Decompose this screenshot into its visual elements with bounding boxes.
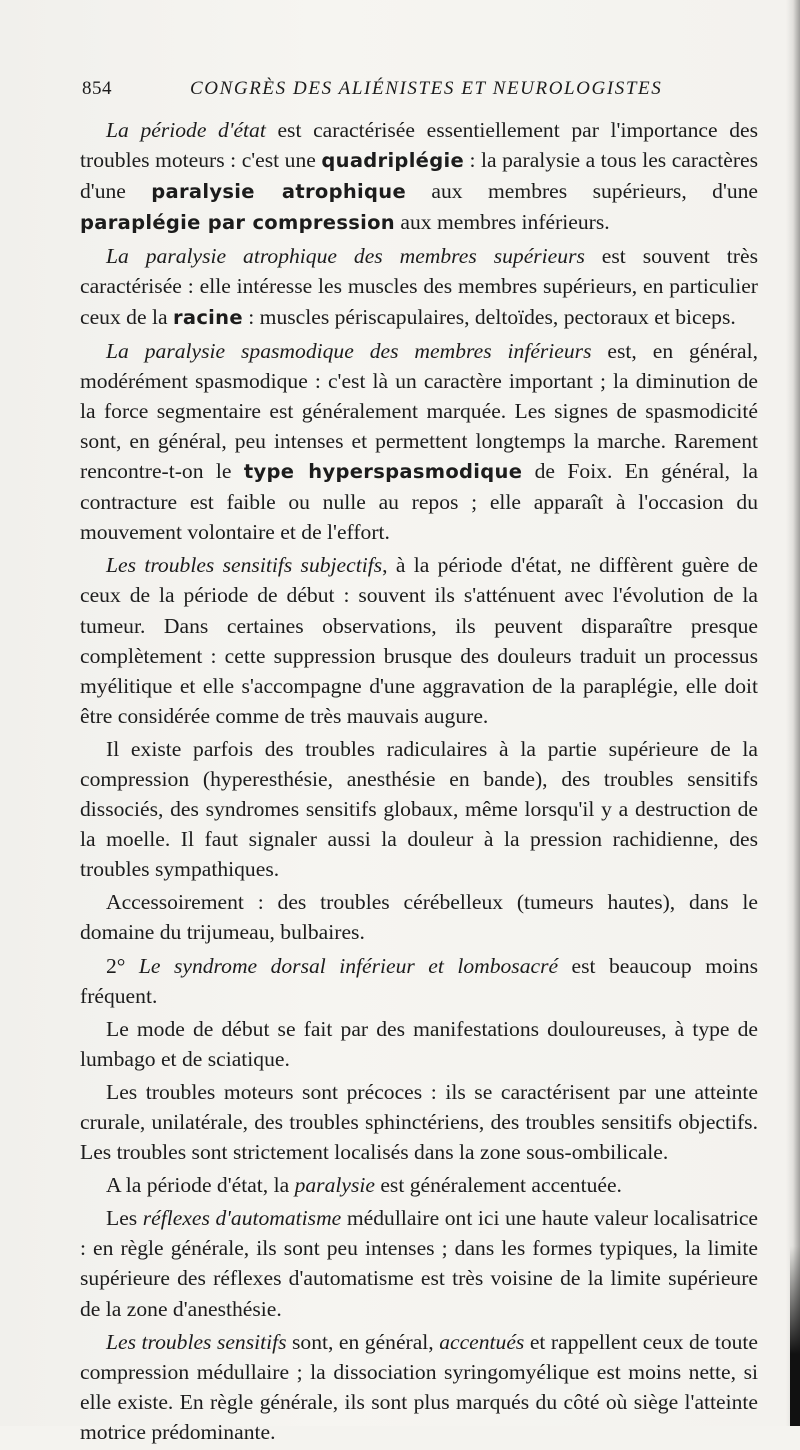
paragraph: [80, 1203, 758, 1323]
italic-run: Les troubles sensitifs subjectifs: [106, 553, 383, 578]
text-run: Les troubles moteurs sont précoces : ils se caractérisent par une atteinte crurale, unilatérale, des troubles sphinctériens, des troubles sensitifs objectifs. Les troubles sont strictement localisés dans la zone sous-ombilicale.: [80, 1079, 758, 1165]
paragraph: [80, 336, 758, 548]
bold-run: racine: [172, 305, 243, 329]
text-run: aux membres supérieurs, d'une: [406, 179, 759, 204]
text-run: est caractérisée essentiellement par l'importance des troubles moteurs : c'est une: [80, 118, 758, 173]
paragraph: [80, 550, 758, 731]
text-run: de Foix. En général, la contracture est faible ou nulle au repos ; elle apparaît à l'occasion du mouvement volontaire et de l'effort.: [80, 459, 758, 545]
page-number: 854: [82, 78, 112, 99]
italic-run: La paralysie spasmodique des membres inférieurs: [106, 338, 592, 363]
italic-run: Le syndrome dorsal inférieur et lombosacré: [138, 953, 559, 978]
paragraph: [80, 1327, 758, 1447]
body-text: [80, 115, 758, 1450]
paragraph: [80, 1170, 758, 1200]
italic-run: réflexes d'automatisme: [142, 1206, 342, 1231]
text-run: A la période d'état, la: [106, 1173, 295, 1198]
bold-run: paraplégie par compression: [80, 211, 395, 235]
italic-run: La paralysie atrophique des membres supérieurs: [106, 244, 585, 269]
text-run: médullaire ont ici une haute valeur localisatrice : en règle générale, ils sont peu intenses ; dans les formes typiques, la limite supérieure des réflexes d'automatisme est très voisine de la limite supérieure de la zone d'anesthésie.: [80, 1206, 758, 1321]
text-run: aux membres inférieurs.: [395, 210, 610, 235]
italic-run: paralysie: [294, 1173, 375, 1198]
paragraph: [80, 1077, 758, 1167]
paragraph: [80, 951, 758, 1011]
running-title: CONGRÈS DES ALIÉNISTES ET NEUROLOGISTES: [190, 78, 663, 99]
bold-run: quadriplégie: [321, 149, 464, 173]
text-run: 2°: [106, 953, 139, 978]
text-run: : muscles périscapulaires, deltoïdes, pectoraux et biceps.: [242, 304, 736, 329]
bold-run: paralysie atrophique: [151, 180, 406, 204]
text-run: est souvent très caractérisée : elle intéresse les muscles des membres supérieurs, en particulier ceux de la: [80, 244, 758, 329]
paragraph: [80, 1014, 758, 1074]
text-run: Le mode de début se fait par des manifestations douloureuses, à type de lumbago et de sciatique.: [80, 1016, 758, 1071]
text-run: , à la période d'état, ne diffèrent guère de ceux de la période de début : souvent ils s'atténuent avec l'évolution de la tumeur. Dans certaines observations, ils peuvent disparaître presque complètement : cette suppression brusque des douleurs traduit un processus myélitique et elle s'accompagne d'une aggravation de la paraplégie, elle doit être considérée comme de très mauvais augure.: [80, 553, 758, 728]
text-run: et rappellent ceux de toute compression médullaire ; la dissociation syringomyélique est moins nette, si elle existe. En règle générale, ils sont plus marqués du côté où siège l'atteinte motrice prédominante.: [80, 1329, 758, 1444]
text-run: : la paralysie a tous les caractères d'une: [80, 148, 758, 204]
italic-run: accentués: [439, 1329, 525, 1354]
italic-run: Les troubles sensitifs: [106, 1329, 287, 1354]
paragraph: [80, 241, 758, 332]
text-run: est, en général, modérément spasmodique : c'est là un caractère important ; la diminution de la force segmentaire est généralement marquée. Les signes de spasmodicité sont, en général, peu intenses et permettent longtemps la marche. Rarement rencontre-t-on le: [80, 338, 758, 484]
paragraph: [80, 734, 758, 884]
italic-run: La période d'état: [106, 118, 266, 142]
text-run: Les: [106, 1206, 143, 1231]
bold-run: type hyperspasmodique: [243, 460, 523, 484]
paragraph: [80, 115, 758, 238]
text-run: est beaucoup moins fréquent.: [80, 953, 758, 1008]
text-run: Il existe parfois des troubles radiculaires à la partie supérieure de la compression (hyperesthésie, anesthésie en bande), des troubles sensitifs dissociés, des syndromes sensitifs globaux, même lorsqu'il y a destruction de la moelle. Il faut signaler aussi la douleur à la pression rachidienne, des troubles sympathiques.: [80, 736, 758, 882]
text-run: est généralement accentuée.: [374, 1173, 622, 1198]
page-gutter-shadow: [786, 0, 800, 1426]
paragraph: [80, 887, 758, 947]
text-run: sont, en général,: [286, 1329, 440, 1354]
page-edge-shadow: [790, 1246, 800, 1426]
text-run: Accessoirement : des troubles cérébelleux (tumeurs hautes), dans le domaine du trijumeau, bulbaires.: [80, 890, 758, 945]
